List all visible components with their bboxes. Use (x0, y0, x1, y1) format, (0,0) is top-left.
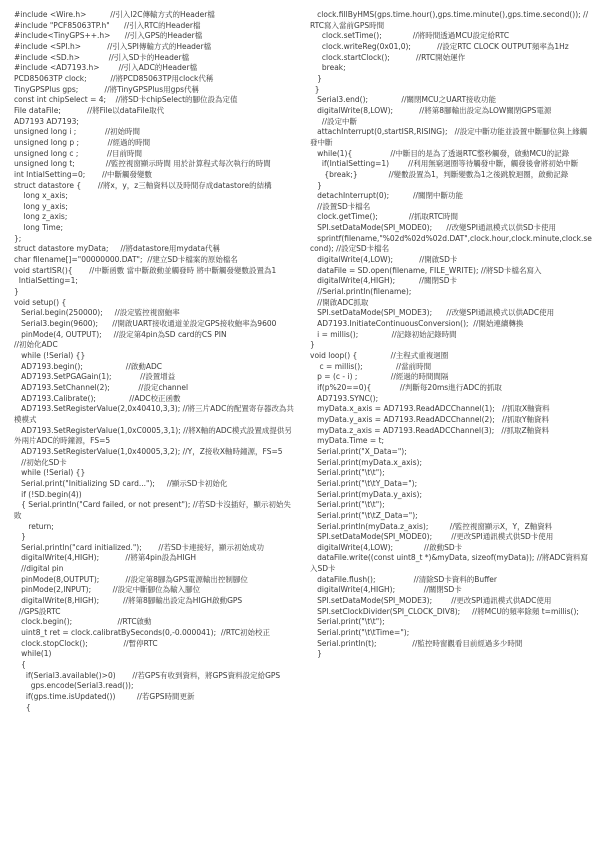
right-code-line: digitalWrite(4,HIGH); //關閉SD卡 (310, 276, 458, 286)
right-code-line: Serial.print("X_Data="); (310, 446, 407, 456)
left-code-line: Serial.begin(250000); //設定監控視窗鮑率 (14, 308, 180, 318)
left-code-line: unsigned long i ; //初始時間 (14, 127, 140, 137)
left-code-line: if(gps.time.isUpdated()) //若GPS時間更新 (14, 692, 195, 701)
left-code-line: //GPS設RTC (14, 606, 61, 616)
left-code-line: struct datastore myData; //將datastore用mydata代稱 (14, 244, 221, 254)
right-code-line: if(p%20==0){ //判斷每20ms進行ADC的抓取 (310, 382, 502, 392)
left-code-line: const int chipSelect = 4; //將SD卡chipSelect的腳位設為定值 (14, 95, 238, 105)
left-code-line: void setup() { (14, 297, 67, 307)
right-code-line: } (310, 340, 315, 350)
left-code-line: Serial3.begin(9600); //開啟UART接收通道並設定GPS接收鮑率為9600 (14, 319, 277, 329)
right-code-line: SPI.setDataMode(SPI_MODE3); //改變SPI通訊模式以供ADC使用 (310, 308, 555, 318)
left-code-line: //初始化ADC (14, 340, 58, 350)
right-code-line: //設置SD卡檔名 (310, 201, 371, 211)
right-code-line: if(IntialSetting=1) //利用無窮迴圈等待觸發中斷，觸發後會將初始中斷 (310, 159, 579, 169)
left-code-line: Serial.print("Initializing SD card..."); //顯示SD卡初始化 (14, 478, 228, 488)
left-code-line: AD7193.SetRegisterValue(1,0x40005,3,2); //Y，Z接收X軸時鐘源，FS=5 (14, 446, 283, 456)
left-code-line: long Time; (14, 223, 63, 233)
left-code-line: Serial.println("card initialized."); //若SD卡連接好，顯示初始成功 (14, 542, 264, 552)
left-code-line: #include <SPI.h> //引入SPI傳輸方式的Header檔 (14, 41, 212, 51)
right-code-line: i = millis(); //記錄初始記錄時間 (310, 329, 457, 339)
right-code-line: SPI.setDataMode(SPI_MODE0); //改變SPI通訊模式以供SD卡使用 (310, 223, 557, 233)
right-code-line: } (310, 84, 320, 94)
left-code-line: return; (14, 521, 54, 531)
left-code-line: long y_axis; (14, 201, 68, 211)
left-code-line: while (!Serial) {} (14, 468, 86, 478)
left-code-line: char filename[]="00000000.DAT"; //建立SD卡檔案的原始檔名 (14, 255, 238, 265)
right-code-line: c = millis(); //當前時間 (310, 361, 432, 371)
left-code-line: #include <SD.h> //引入SD卡的Header檔 (14, 52, 190, 62)
left-code-line: { (14, 702, 31, 712)
left-code-line: AD7193.Calibrate(); //ADC校正函數 (14, 393, 181, 403)
right-code-line: while(1){ //中斷目的是為了透過RTC整秒觸發，啟動MCU的記錄 (310, 148, 570, 158)
right-code-line: clock.fillByHMS(gps.time.hour(),gps.time.minute(),gps.time.second()); //RTC寫入當前GPS時間 (310, 10, 589, 30)
right-code-line: dataFile = SD.open(filename, FILE_WRITE); //將SD卡檔名寫入 (310, 265, 542, 275)
right-code-line: SPI.setClockDivider(SPI_CLOCK_DIV8); //將MCU的頻率除頻 t=millis(); (310, 606, 579, 616)
right-code-line: Serial.print("\t\tZ_Data="); (310, 510, 418, 520)
right-code-line: myData.x_axis = AD7193.ReadADCChannel(1); //抓取X軸資料 (310, 404, 550, 414)
right-code-line: SPI.setDataMode(SPI_MODE0); //更改SPI通訊模式供SD卡使用 (310, 532, 554, 542)
left-code-line: uint8_t ret = clock.calibratBySeconds(0,-0.000041); //RTC初始校正 (14, 628, 270, 638)
right-code-line: clock.getTime(); //抓取RTC時間 (310, 212, 458, 222)
right-code-line: Serial.print("\t\t"); (310, 468, 385, 478)
right-code-line: sprintf(filename,"%02d%02d%02d.DAT",clock.hour,clock.minute,clock.second); //設定SD卡檔名 (310, 233, 592, 254)
left-code-line: if (!SD.begin(4)) (14, 489, 82, 499)
left-code-line: pinMode(2,INPUT); //設定中斷腳位為輸入腳位 (14, 585, 201, 595)
left-code-line: //初始化SD卡 (14, 457, 67, 467)
left-code-line: void startISR(){ //中斷函數 當中斷啟動並觸發時 將中斷觸發變數設置為1 (14, 265, 277, 275)
left-code-line: #include <AD7193.h> //引入ADC的Header檔 (14, 63, 198, 73)
left-code-column (14, 10, 298, 713)
left-code-line: } (14, 287, 19, 297)
right-code-line: //Serial.println(filename); (310, 287, 412, 297)
left-code-line: AD7193.SetChannel(2); //設定channel (14, 382, 189, 392)
left-code-line: while (!Serial) {} (14, 351, 86, 360)
left-code-line: AD7193.SetPGAGain(1); //設置增益 (14, 372, 176, 382)
left-code-line: int IntialSetting=0; //中斷觸發變數 (14, 169, 153, 179)
left-code-line: AD7193.begin(); //啟動ADC (14, 361, 162, 371)
right-code-line: dataFile.flush(); //清除SD卡資料的Buffer (310, 574, 497, 584)
right-code-line: Serial.print("\t\t"); (310, 500, 385, 510)
right-code-line: clock.startClock(); //RTC開始運作 (310, 52, 466, 62)
right-code-line: Serial3.end(); //關閉MCU之UART接收功能 (310, 95, 497, 105)
right-code-line: } (310, 649, 322, 659)
right-code-line: dataFile.write((const uint8_t *)&myData, sizeof(myData)); //將ADC資料寫入SD卡 (310, 553, 589, 574)
left-code-line: unsigned long c ; //目前時間 (14, 148, 143, 158)
left-code-line: if(Serial3.available()>0) //若GPS有收到資料，將GPS資料設定給GPS (14, 670, 281, 680)
left-code-line: unsigned long p ; //經過的時間 (14, 137, 151, 147)
left-code-line: IntialSetting=1; (14, 276, 78, 286)
left-code-line: AD7193.SetRegisterValue(2,0x40410,3,3); //將三片ADC的配置寄存器改為共模模式 (14, 404, 294, 424)
right-code-line: {break;} //變數設置為1，判斷變數為1之後跳脫迴圈，啟動記錄 (310, 169, 569, 179)
left-code-line: File dataFile; //將File以dataFile取代 (14, 105, 165, 115)
right-code-line: attachInterrupt(0,startISR,RISING); //設定中斷功能並設置中斷腳位與上緣觸發中斷 (310, 127, 588, 147)
left-code-line: { Serial.println("Card failed, or not present"); //若SD卡沒插好，顯示初始失敗 (14, 500, 291, 520)
right-code-line: Serial.print("\t\t"); (310, 617, 385, 627)
right-code-line: Serial.print(myData.y_axis); (310, 489, 423, 499)
left-code-line: digitalWrite(4,HIGH); //將第4pin設為HIGH (14, 553, 197, 563)
right-code-line: Serial.println(myData.z_axis); //監控視窗顯示X，Y，Z軸資料 (310, 521, 553, 531)
right-code-line: Serial.print("\t\tTime="); (310, 628, 410, 638)
right-code-line: myData.Time = t; (310, 436, 385, 446)
right-code-line: SPI.setDataMode(SPI_MODE3); //更改SPI通訊模式供ADC使用 (310, 596, 552, 606)
right-code-line: myData.y_axis = AD7193.ReadADCChannel(2); //抓取Y軸資料 (310, 414, 550, 424)
right-code-line: p = (c - i) ; //經過的時間間隔 (310, 372, 449, 382)
right-code-line: Serial.print("\t\tY_Data="); (310, 478, 418, 488)
left-code-line: while(1) (14, 649, 52, 659)
left-code-line: PCD85063TP clock; //將PCD85063TP用clock代稱 (14, 73, 214, 83)
right-code-line: digitalWrite(4,LOW); //啟動SD卡 (310, 542, 463, 552)
left-code-line: }; (14, 233, 22, 243)
left-code-line: { (14, 660, 26, 670)
left-code-line: unsigned long t; //監控視窗顯示時間 用於計算程式每次執行的時間 (14, 159, 271, 169)
left-code-line: AD7193.SetRegisterValue(1,0xC0005,3,1); //將X軸的ADC模式設置成提供另外兩片ADC的時鐘源，FS=5 (14, 425, 292, 446)
left-code-line: clock.begin(); //RTC啟動 (14, 617, 152, 627)
left-code-line: //digital pin (14, 564, 64, 574)
right-code-line: detachInterrupt(0); //關閉中斷功能 (310, 191, 463, 201)
left-code-line: #include "PCF85063TP.h" //引入RTC的Header檔 (14, 20, 201, 30)
right-code-line: break; (310, 63, 346, 73)
left-code-line: long z_axis; (14, 212, 68, 222)
left-code-line: TinyGPSPlus gps; //將TinyGPSPlus用gps代稱 (14, 84, 200, 94)
right-code-line: digitalWrite(8,LOW); //將第8腳輸出設定為LOW關閉GPS電源 (310, 105, 552, 115)
right-code-line: //設定中斷 (310, 116, 357, 126)
right-code-line: clock.setTime(); //將時間透過MCU設定給RTC (310, 31, 510, 41)
right-code-line: Serial.println(t); //監控時窗觀看目前經過多少時間 (310, 638, 523, 648)
left-code-line: AD7193 AD7193; (14, 116, 79, 126)
right-code-line: } (310, 73, 322, 83)
right-code-line: AD7193.InitiateContinuousConversion(); //開始連續轉換 (310, 319, 524, 329)
right-code-line: clock.writeReg(0x01,0); //設定RTC CLOCK OUTPUT頻率為1Hz (310, 41, 569, 51)
right-code-line: digitalWrite(4,LOW); //開啟SD卡 (310, 255, 458, 265)
right-code-column (310, 10, 592, 660)
left-code-line: gps.encode(Serial3.read()); (14, 681, 134, 691)
right-code-line: } (310, 180, 322, 190)
left-code-line: long x_axis; (14, 191, 68, 201)
left-code-line: digitalWrite(8,HIGH); //將第8腳輸出設定為HIGH啟動GPS (14, 596, 243, 606)
left-code-line: } (14, 532, 26, 542)
right-code-line: //開啟ADC抓取 (310, 297, 369, 307)
right-code-line: Serial.print(myData.x_axis); (310, 457, 423, 467)
left-code-line: pinMode(8,OUTPUT); //設定第8腳為GPS電源輸出控制腳位 (14, 574, 248, 584)
right-code-line: myData.z_axis = AD7193.ReadADCChannel(3); //抓取Z軸資料 (310, 425, 550, 435)
right-code-line: AD7193.SYNC(); (310, 393, 379, 403)
right-code-line: void loop() { //主程式重複迴圈 (310, 351, 449, 360)
left-code-line: pinMode(4, OUTPUT); //設定第4pin為SD card的CS PIN (14, 329, 227, 339)
left-code-line: #include <Wire.h> //引入I2C傳輸方式的Header檔 (14, 10, 215, 19)
left-code-line: struct datastore { //將x，y，z三軸資料以及時間存成datastore的結構 (14, 180, 272, 190)
left-code-line: #include<TinyGPS++.h> //引入GPS的Header檔 (14, 31, 203, 41)
right-code-line: digitalWrite(4,HIGH); //關閉SD卡 (310, 585, 462, 595)
left-code-line: clock.stopClock(); //暫停RTC (14, 638, 158, 648)
